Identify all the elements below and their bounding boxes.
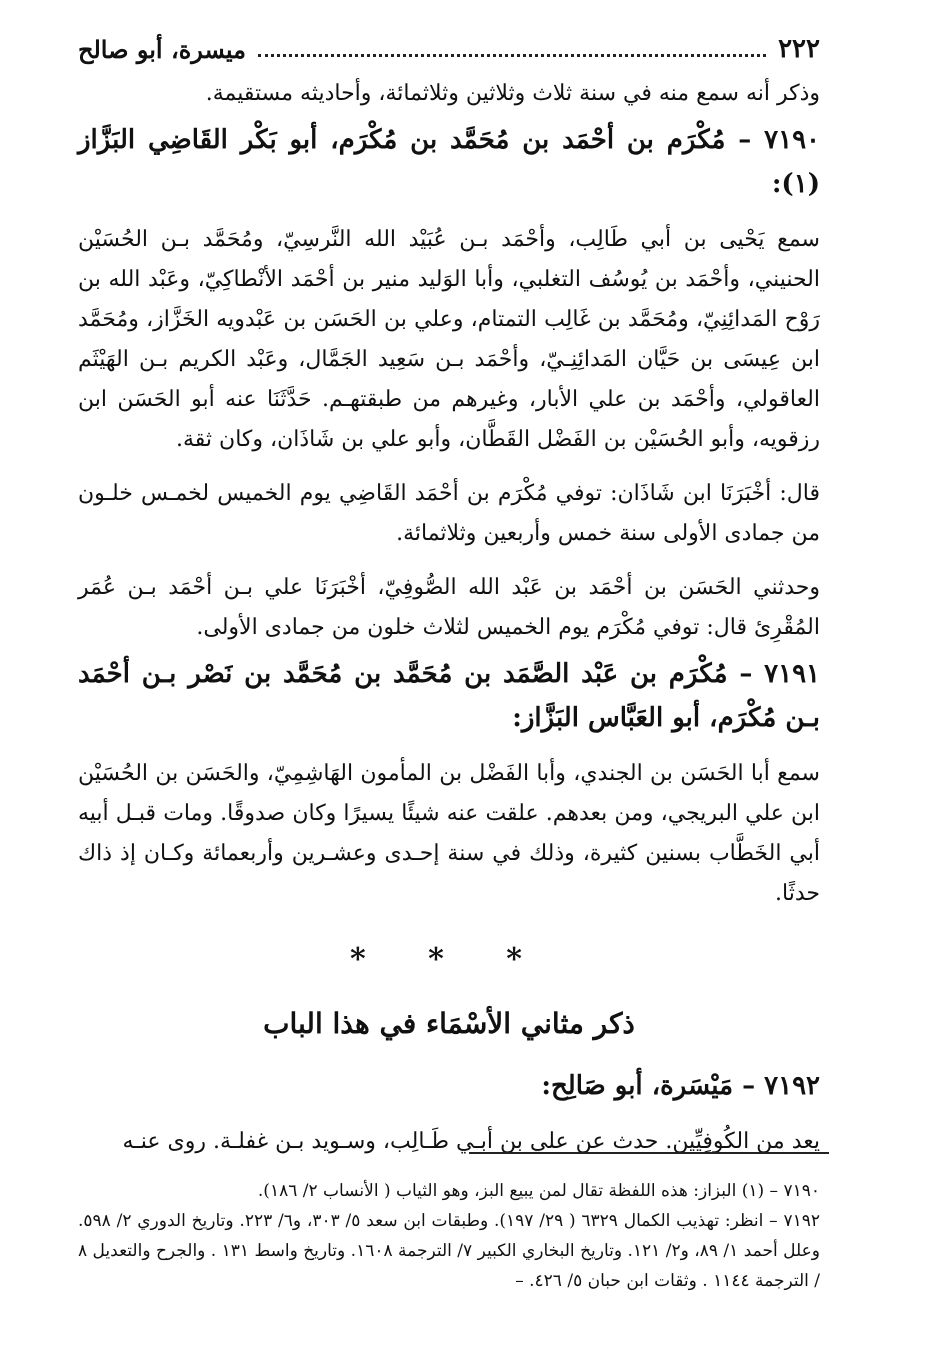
entry-7192-paragraph-1: يعد من الكُوفِيِّين. حدث عن علي بن أبـي طَـالِب، وسـويد بـن غفلـة. روى عنـه	[122, 1129, 820, 1154]
footnote-divider	[469, 1152, 829, 1154]
running-title: ميسرة، أبو صالح	[78, 34, 247, 64]
intro-paragraph: وذكر أنه سمع منه في سنة ثلاث وثلاثين وثلاثمائة، وأحاديثه مستقيمة.	[205, 81, 820, 106]
entry-7190-paragraph-2: قال: أخْبَرَنَا ابن شَاذَان: توفي مُكْرَم بن أحْمَد القَاضِي يوم الخميس لخمـس خلـون من جمادى الأولى سنة خمس وأربعين وثلاثمائة.	[78, 481, 820, 546]
entry-7190-paragraph-3: وحدثني الحَسَن بن أحْمَد بن عَبْد الله الصُّوفِيّ، أخْبَرَنَا علي بـن أحْمَد بـن عُمَر المُقْرِئ قال: توفي مُكْرَم يوم الخميس لثلاث خلون من جمادى الأولى.	[78, 575, 820, 640]
footnote-7192: ٧١٩٢ – انظر: تهذيب الكمال ٦٣٢٩ ( ٢٩/ ١٩٧). وطبقات ابن سعد ٥/ ٣٠٣، و٦/ ٢٢٣. وتاريخ الدوري ٢/ ٥٩٨. وعلل أحمد ١/ ٨٩، و٢/ ١٢١. وتاريخ البخاري الكبير ٧/ الترجمة ١٦٠٨. وتاريخ واسط ١٣١ . والجرح والتعديل ٨ / الترجمة ١١٤٤ . وثقات ابن حبان ٥/ ٤٢٦. –	[78, 1211, 820, 1291]
page-number: ٢٢٢	[778, 34, 820, 64]
header-dot-leader	[258, 42, 766, 57]
page-body	[78, 74, 820, 1166]
entry-7191-paragraph-1: سمع أبا الحَسَن بن الجندي، وأبا الفَضْل بن المأمون الهَاشِمِيّ، والحَسَن بن الحُسَيْن ابن علي البريجي، ومن بعدهم. علقت عنه شيئًا يسيرًا وكان صدوقًا. ومات قبـل أبيه أبي الخَطَّاب بسنين كثيرة، وذلك في سنة إحـدى وعشـرين وأربعمائة وكـان إذ ذاك حدثًا.	[78, 761, 820, 906]
page-header	[78, 32, 820, 66]
entry-7191-title: ٧١٩١ – مُكْرَم بن عَبْد الصَّمَد بن مُحَمَّد بن مُحَمَّد بن نَصْر بـن أحْمَد بـن مُكْرَم، أبو العَبَّاس البَزَّاز:	[78, 659, 820, 733]
section-separator-stars: * * *	[350, 942, 548, 977]
entry-7192-title: ٧١٩٢ – مَيْسَرة، أبو صَالِح:	[541, 1071, 820, 1101]
footnotes	[78, 1176, 820, 1296]
footnote-7190: ٧١٩٠ – (١) البزاز: هذه اللفظة تقال لمن يبيع البز، وهو الثياب ( الأنساب ٢/ ١٨٦).	[257, 1181, 820, 1201]
section-heading: ذكر مثاني الأسْمَاء في هذا الباب	[263, 1007, 635, 1040]
entry-7190-title: ٧١٩٠ – مُكْرَم بن أحْمَد بن مُحَمَّد بن مُكْرَم، أبو بَكْر القَاضِي البَزَّاز (١):	[78, 125, 820, 199]
entry-7190-paragraph-1: سمع يَحْيى بن أبي طَالِب، وأحْمَد بـن عُبَيْد الله النَّرسِيّ، ومُحَمَّد بـن الحُسَيْن الحنيني، وأحْمَد بن يُوسُف التغلبي، وأبا الوَليد منير بن أحْمَد الأنْطاكِيّ، وعَبْد الله بن رَوْح المَدائِنِيّ، ومُحَمَّد بن غَالِب التمتام، وعلي بن الحَسَن بن عَبْدويه الخَزَّاز، ومُحَمَّد ابن عِيسَى بن حَيَّان المَدائِنِـيّ، وأحْمَد بـن سَعِيد الجَمَّال، وعَبْد الكريم بـن الهَيْثَم العاقولي، وأحْمَد بن علي الأبار، وغيرهم من طبقتهـم. حَدَّثَنَا عنه أبو الحَسَن ابن رزقويه، وأبو الحُسَيْن بن الفَضْل القَطَّان، وأبو علي بن شَاذَان، وكان ثقة.	[78, 227, 820, 452]
